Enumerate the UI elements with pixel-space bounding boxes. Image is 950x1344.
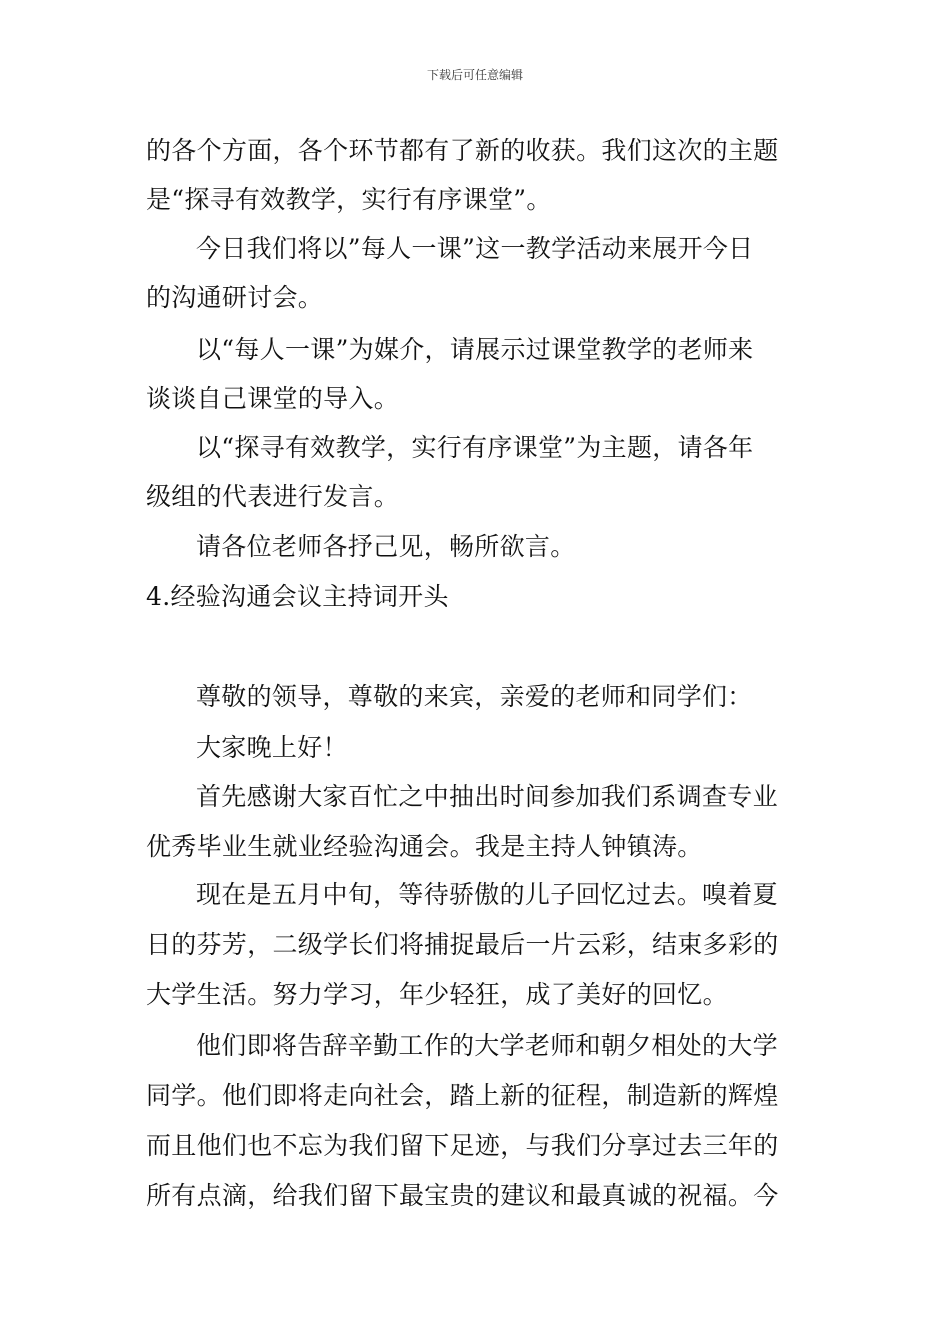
paragraph-line: 是“探寻有效教学，实行有序课堂”。 (146, 185, 552, 214)
paragraph-line: 的沟通研讨会。 (146, 283, 324, 312)
paragraph-line: 而且他们也不忘为我们留下足迹，与我们分享过去三年的 (146, 1131, 779, 1160)
paragraph-line: 大家晚上好！ (196, 733, 348, 762)
paragraph-line: 日的芬芳，二级学长们将捕捉最后一片云彩，结束多彩的 (146, 930, 779, 959)
paragraph-line: 所有点滴，给我们留下最宝贵的建议和最真诚的祝福。今 (146, 1181, 779, 1210)
header-note: 下载后可任意编辑 (426, 68, 523, 82)
paragraph-line: 今日我们将以”每人一课”这一教学活动来展开今日 (196, 234, 754, 263)
paragraph-line: 大学生活。努力学习，年少轻狂，成了美好的回忆。 (146, 980, 728, 1009)
paragraph-line: 谈谈自己课堂的导入。 (146, 384, 400, 413)
paragraph-line: 以“每人一课”为媒介，请展示过课堂教学的老师来 (196, 335, 754, 364)
paragraph-line: 以“探寻有效教学，实行有序课堂”为主题，请各年 (196, 433, 754, 462)
paragraph-line: 现在是五月中旬，等待骄傲的儿子回忆过去。嗅着夏 (196, 880, 778, 909)
paragraph-line: 同学。他们即将走向社会，踏上新的征程，制造新的辉煌 (146, 1081, 779, 1110)
paragraph-line: 请各位老师各抒己见，畅所欲言。 (196, 532, 576, 561)
paragraph-line: 他们即将告辞辛勤工作的大学老师和朝夕相处的大学 (196, 1031, 778, 1060)
paragraph-line: 级组的代表进行发言。 (146, 482, 400, 511)
section-heading: 4.经验沟通会议主持词开头 (146, 582, 449, 611)
paragraph-line: 优秀毕业生就业经验沟通会。我是主持人钟镇涛。 (146, 832, 703, 861)
paragraph-line: 首先感谢大家百忙之中抽出时间参加我们系调查专业 (196, 782, 778, 811)
paragraph-line: 的各个方面，各个环节都有了新的收获。我们这次的主题 (146, 136, 779, 165)
paragraph-line: 尊敬的领导，尊敬的来宾，亲爱的老师和同学们： (196, 682, 753, 711)
